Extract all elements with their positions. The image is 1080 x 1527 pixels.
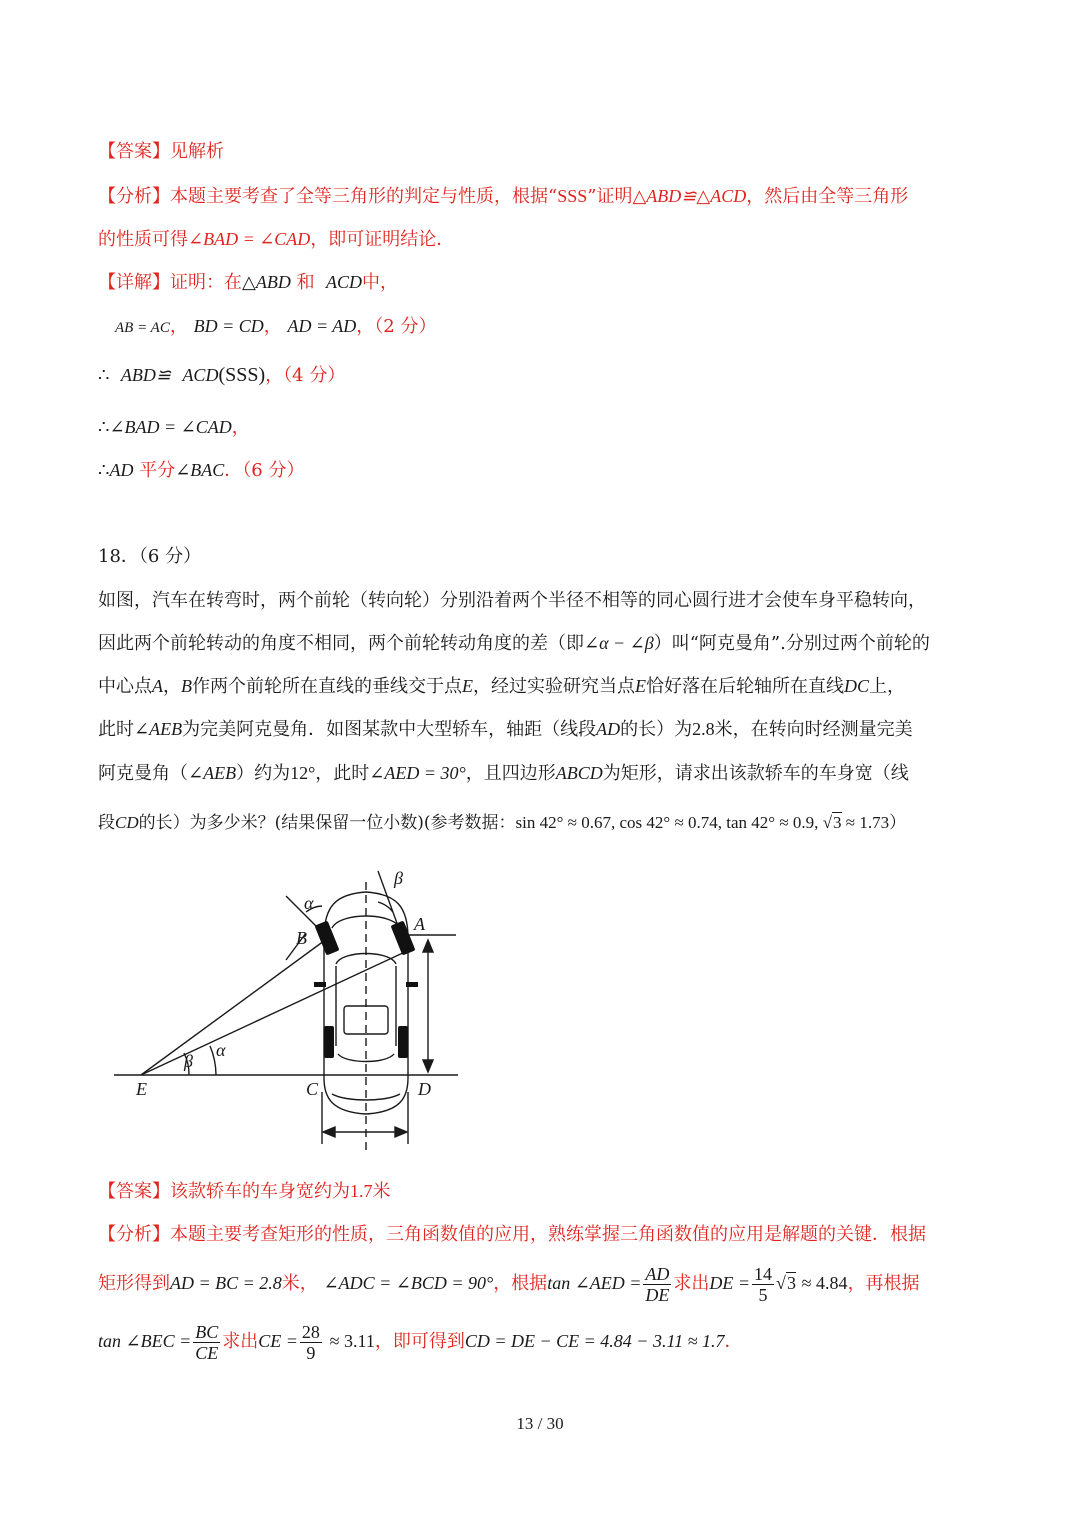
question-text: 如图，汽车在转弯时，两个前轮（转向轮）分别沿着两个半径不相等的同心圆行进才会使车身平稳转向， (98, 590, 926, 611)
arrow-down (423, 1060, 433, 1072)
rear-right-wheel (398, 1026, 408, 1058)
question-text: 为完美阿克曼角．如图某款中大型轿车，轴距（线段 (182, 719, 597, 740)
answer-line-2 (98, 1178, 391, 1205)
question-text: 因此两个前轮转动的角度不相同，两个前轮转动角度的差（即 (98, 633, 584, 654)
sqrt-radicand: 3 (833, 813, 842, 832)
question-text: 为矩形，请求出该款轿车的车身宽（线 (602, 763, 909, 784)
detail-text-c: 中， (362, 272, 399, 293)
label-d: D (418, 1079, 431, 1099)
question-text: ）约为 (236, 763, 291, 784)
page-number: 13 / 30 (516, 1414, 564, 1433)
fraction-bc-ce (193, 1322, 220, 1363)
question-text: ）叫“阿克曼角”.分别过两个前轮的 (653, 633, 930, 654)
analysis-text: ，即可得到 (374, 1331, 465, 1352)
value-12-deg: 12° (290, 763, 316, 783)
arrow-right (395, 1127, 407, 1137)
question-line-2 (98, 630, 930, 657)
analysis-text: ． (724, 1331, 743, 1352)
analysis-text: 本题主要考查矩形的性质，三角函数值的应用，熟练掌握三角函数值的应用是解题的关键．根据 (170, 1224, 926, 1245)
question-text: 作两个前轮所在直线的垂线交于点 (192, 676, 462, 697)
label-e: E (136, 1079, 147, 1099)
reference-data: ≈ 1.73 (841, 813, 890, 832)
de-equals: DE = (709, 1273, 751, 1293)
question-text: 的长）为多少米？(结果保留一位小数)(参考数据： (138, 813, 516, 833)
arrow-up (423, 940, 433, 952)
analysis-text: 米， (281, 1273, 318, 1294)
detail-tag: 【详解】 (98, 272, 170, 293)
therefore-symbol: ∴ (98, 365, 110, 386)
sqrt-radicand: 3 (786, 1273, 796, 1293)
answer-tag: 【答案】 (98, 1181, 170, 1202)
cd-result: CD = DE − CE = 4.84 − 3.11 ≈ 1.7 (464, 1331, 725, 1351)
eq-bd-cd: BD = CD (193, 316, 264, 336)
congruence-left: ABD≌ (120, 365, 171, 385)
question-text: ） (889, 813, 907, 833)
answer-text: 米 (372, 1181, 391, 1202)
question-text: 的长）为 (620, 719, 693, 740)
reference-data: sin 42° ≈ 0.67, cos 42° ≈ 0.74, tan 42° ≈ 0.9, (515, 813, 823, 832)
approx-4-84: ≈ 4.84 (801, 1273, 848, 1293)
therefore-symbol: ∴ (98, 417, 110, 438)
analysis2-line-2 (98, 1262, 920, 1305)
question-text: 阿克曼角（ (98, 763, 188, 784)
question-line-5 (98, 760, 909, 787)
eq-ad-ad: AD = AD (287, 316, 357, 336)
congruence-expr: △ABD≌△ACD (632, 186, 747, 206)
mirror-left (314, 982, 326, 987)
value-2-8: 2.8 (692, 719, 715, 739)
answer-line (98, 139, 224, 165)
arrow-left (323, 1127, 335, 1137)
detail-line (98, 269, 398, 296)
question-text: 段 (98, 813, 115, 833)
question-line-4 (98, 716, 913, 743)
point-e: E (635, 676, 646, 696)
point-e: E (462, 676, 473, 696)
congruence-right: ACD (182, 365, 219, 385)
eq-right-angles: ∠ADC = ∠BCD = 90° (323, 1273, 494, 1293)
denominator: DE (645, 1284, 670, 1305)
point-b: B (181, 676, 192, 696)
point-a: A (152, 676, 163, 696)
label-alpha-e: α (216, 1040, 226, 1060)
bisect-text: 平分 (139, 460, 176, 481)
proof-line-1 (115, 313, 436, 341)
segment-ad: AD (596, 719, 621, 739)
segment-cd: CD (115, 813, 139, 832)
question-text: ， (163, 676, 181, 697)
front-right-wheel (391, 921, 416, 956)
question-text: ，且四边形 (465, 763, 556, 784)
analysis-line-1 (98, 183, 908, 210)
angle-equality: ∠BAD = ∠CAD (188, 229, 311, 249)
numerator: AD (645, 1263, 670, 1284)
triangle-acd: ACD (326, 272, 363, 292)
label-beta-top: β (394, 868, 403, 888)
question-line-6 (98, 810, 906, 836)
question-number: 18．（6 分） (98, 546, 202, 567)
analysis-text-c: ，然后由全等三角形 (746, 186, 909, 207)
sqrt-symbol: √ (822, 813, 833, 832)
fraction-28-9 (300, 1322, 322, 1363)
question-line-3 (98, 673, 905, 700)
mirror-right (406, 982, 418, 987)
sss-paren: (SSS) (218, 364, 266, 386)
analysis2-line-3 (98, 1320, 743, 1363)
proof-line-2 (98, 362, 345, 389)
sep: ， (263, 316, 282, 337)
proof-line-4 (98, 457, 304, 484)
ce-equals: CE = (258, 1331, 298, 1351)
answer-text: 见解析 (170, 141, 224, 162)
sss-text: SSS (557, 186, 588, 206)
detail-text-b: 和 (296, 272, 315, 293)
proof-line-3 (98, 414, 250, 441)
question-text: 中心点 (98, 676, 152, 697)
front-left-wheel (315, 921, 340, 956)
eq-ad-bc: AD = BC = 2.8 (170, 1273, 282, 1293)
question-text: 恰好落在后轮轴所在直线 (646, 676, 844, 697)
answer-tag: 【答案】 (98, 141, 170, 162)
label-beta-e: β (184, 1051, 193, 1071)
sep: ， (169, 316, 188, 337)
question-text: ，此时 (315, 763, 370, 784)
detail-text-a: 证明：在 (170, 272, 242, 293)
question-text: ，经过实验研究当点 (473, 676, 635, 697)
analysis-text: 求出 (673, 1273, 710, 1294)
score: ．（6 分） (224, 460, 305, 481)
angle-equality: ∠BAD = ∠CAD (109, 417, 232, 437)
therefore-symbol: ∴ (98, 460, 110, 481)
angle-aed: ∠AED = 30° (369, 763, 466, 783)
value-1-7: 1.7 (350, 1181, 373, 1201)
analysis-text: 求出 (222, 1331, 259, 1352)
analysis-tag: 【分析】 (98, 1224, 170, 1245)
label-c: C (306, 1079, 319, 1099)
numerator: 14 (754, 1263, 773, 1284)
eq-ab-ac: AB = AC (115, 320, 170, 336)
analysis-text: 矩形得到 (98, 1273, 170, 1294)
analysis2-line-1 (98, 1222, 926, 1248)
rect-abcd: ABCD (555, 763, 603, 783)
analysis-text-b: ，即可证明结论． (310, 229, 455, 250)
question-text: 此时 (98, 719, 134, 740)
line-dc: DC (844, 676, 870, 696)
sqrt-symbol: √ (776, 1273, 786, 1293)
angle-aeb: ∠AEB (188, 763, 237, 783)
analysis-text-a: 的性质可得 (98, 229, 188, 250)
analysis-line-2 (98, 226, 454, 253)
analysis-text-a: 本题主要考查了全等三角形的判定与性质，根据“ (170, 186, 558, 207)
score: ，（2 分） (356, 316, 437, 337)
label-b: B (296, 928, 307, 948)
car-figure (110, 866, 470, 1156)
denominator: CE (195, 1342, 219, 1363)
fraction-ad-de (643, 1264, 671, 1305)
question-line-1 (98, 588, 926, 614)
approx-3-11: ≈ 3.11 (329, 1331, 375, 1351)
question-text: 米，在转向时经测量完美 (714, 719, 913, 740)
analysis-text: ，根据 (493, 1273, 548, 1294)
numerator: 28 (301, 1321, 320, 1342)
rear-left-wheel (324, 1026, 334, 1058)
question-text: 上， (869, 676, 906, 697)
tan-bec: tan ∠BEC = (98, 1331, 192, 1351)
tan-aed: tan ∠AED = (547, 1273, 642, 1293)
score: ，（4 分） (265, 365, 346, 386)
angle-aeb: ∠AEB (134, 719, 183, 739)
angle-bac: ∠BAC (175, 460, 225, 480)
ray-ea (141, 951, 407, 1075)
denominator: 5 (758, 1284, 768, 1305)
label-a: A (414, 914, 425, 934)
triangle-abd: △ABD (242, 272, 291, 292)
numerator: BC (195, 1321, 219, 1342)
ray-eb (141, 938, 328, 1075)
denominator: 9 (306, 1342, 316, 1363)
analysis-text-b: ”证明 (587, 186, 633, 207)
ackermann-diff: ∠α − ∠β (584, 633, 654, 653)
segment-ad: AD (109, 460, 134, 480)
answer-text: 该款轿车的车身宽约为 (170, 1181, 350, 1202)
fraction-14-5 (752, 1264, 774, 1305)
analysis-tag: 【分析】 (98, 186, 170, 207)
label-alpha-top: α (304, 893, 314, 913)
sep: ， (231, 417, 250, 438)
analysis-text: ，再根据 (847, 1273, 920, 1294)
